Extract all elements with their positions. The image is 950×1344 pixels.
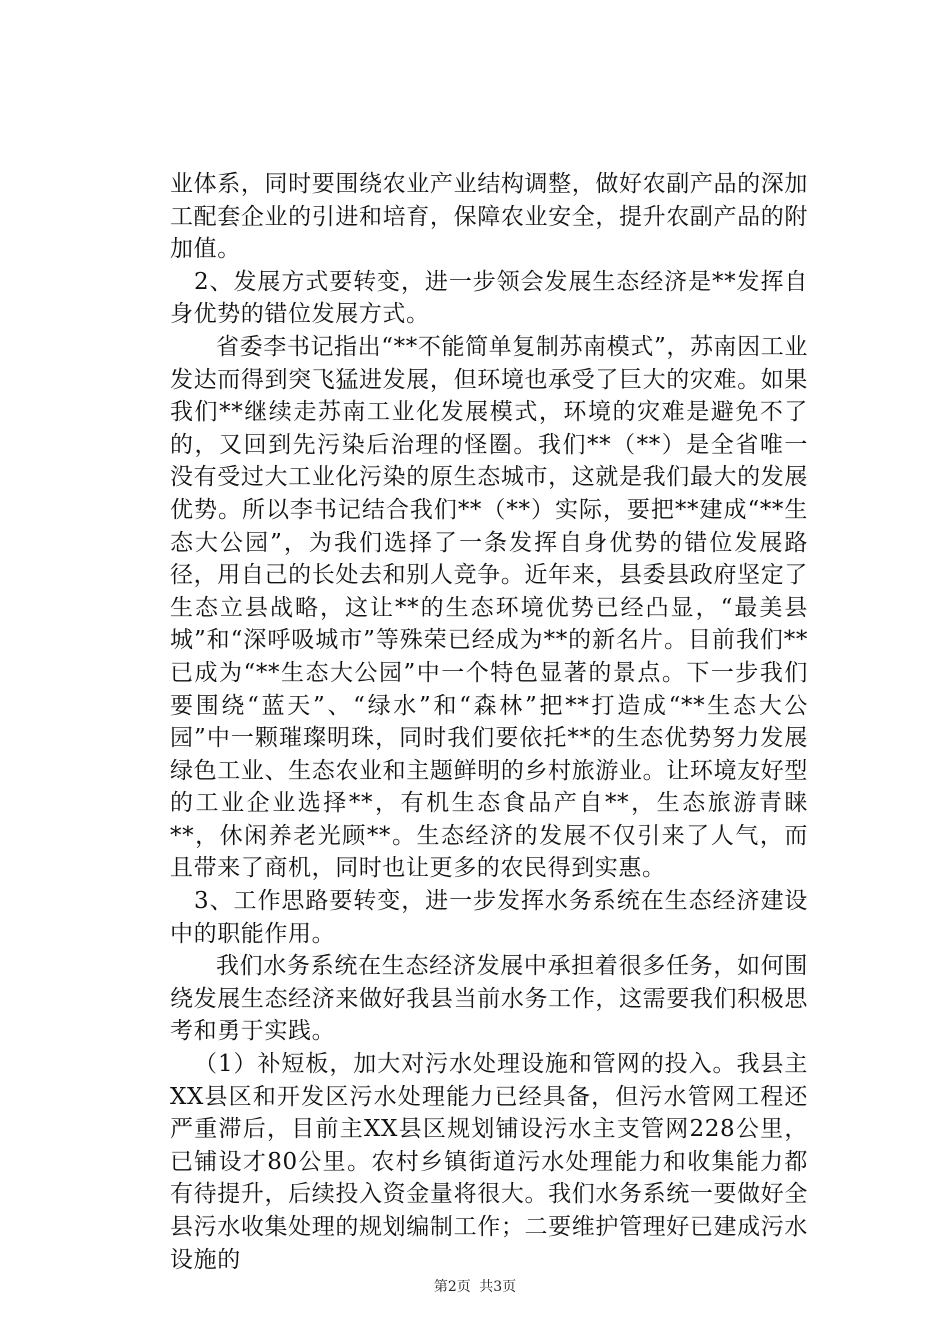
page-number: 第2页 bbox=[433, 1279, 471, 1295]
paragraph-body: 省委李书记指出“**不能简单复制苏南模式”，苏南因工业发达而得到突飞猛进发展，但环境也承受了巨大的灾难。如果我们**继续走苏南工业化发展模式，环境的灾难是避免不了的，又回到先污染后治理的怪圈。我们**（**）是全省唯一没有受过大工业化污染的原生态城市，这就是我们最大的发展优势。所以李书记结合我们**（**）实际，要把**建成“**生态大公园”，为我们选择了一条发挥自身优势的错位发展路径，用自己的长处去和别人竞争。近年来，县委县政府坚定了生态立县战略，这让**的生态环境优势已经凸显，“最美县城”和“深呼吸城市”等殊荣已经成为**的新名片。目前我们**已成为“**生态大公园”中一个特色显著的景点。下一步我们要围绕“蓝天”、“绿水”和“森林”把**打造成“**生态大公园”中一颗璀璨明珠，同时我们要依托**的生态优势努力发展绿色工业、生态农业和主题鲜明的乡村旅游业。让环境友好型的工业企业选择**，有机生态食品产自**，生态旅游青睐**，休闲养老光顾**。生态经济的发展不仅引来了人气，而且带来了商机，同时也让更多的农民得到实惠。 bbox=[170, 333, 808, 882]
paragraph-item-1: （1）补短板，加大对污水处理设施和管网的投入。我县主XX县区和开发区污水处理能力已经具备，但污水管网工程还严重滞后，目前主XX县区规划铺设污水主支管网228公里，已铺设才80公里。农村乡镇街道污水处理能力和收集能力都有待提升，后续投入资金量将很大。我们水务系统一要做好全县污水收集处理的规划编制工作；二要维护管理好已建成污水设施的 bbox=[170, 1051, 808, 1273]
paragraph-continuation: 业体系，同时要围绕农业产业结构调整，做好农副产品的深加工配套企业的引进和培育，保障农业安全，提升农副产品的附加值。 bbox=[170, 171, 808, 263]
document-body bbox=[170, 168, 808, 1276]
paragraph-heading-2: 2、发展方式要转变，进一步领会发展生态经济是**发挥自身优势的错位发展方式。 bbox=[170, 268, 808, 328]
page-footer bbox=[0, 1276, 950, 1296]
paragraph-heading-3: 3、工作思路要转变，进一步发挥水务系统在生态经济建设中的职能作用。 bbox=[170, 888, 808, 947]
paragraph-body: 我们水务系统在生态经济发展中承担着很多任务，如何围绕发展生态经济来做好我县当前水务工作，这需要我们积极思考和勇于实践。 bbox=[170, 953, 808, 1045]
page-total: 共3页 bbox=[479, 1279, 517, 1295]
